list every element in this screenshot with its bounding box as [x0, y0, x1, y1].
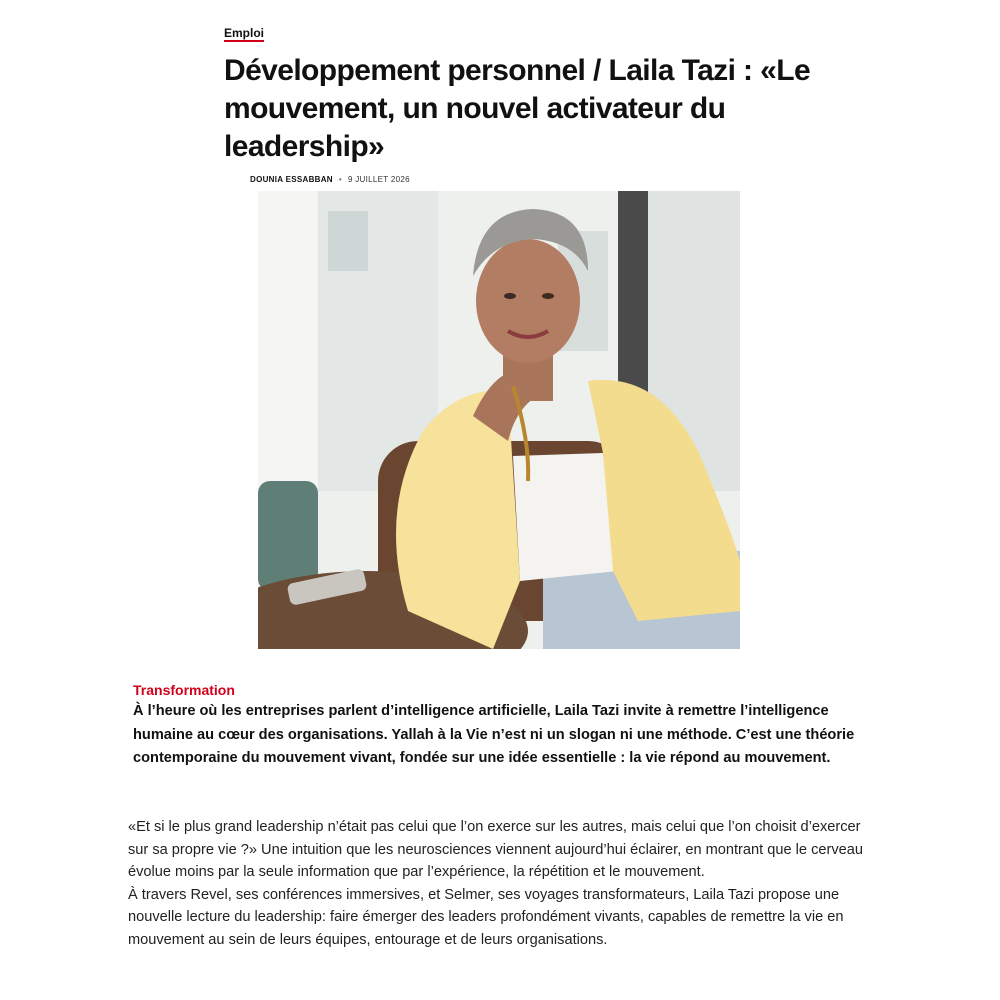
- lead-paragraph: À l’heure où les entreprises parlent d’intelligence artificielle, Laila Tazi invite à remettre l’intelligence humaine au cœur des organisations. Yallah à la Vie n’est ni un slogan ni une méthode. C’est une théorie contemporaine du mouvement vivant, fondée sur une idée essentielle : la vie répond au mouvement.: [133, 703, 855, 766]
- article-photo: [258, 191, 740, 649]
- article-lead: [133, 680, 883, 771]
- body-paragraph: «Et si le plus grand leadership n’était pas celui que l’on exerce sur les autres, mais celui que l’on choisit d’exercer sur sa propre vie ?» Une intuition que les neurosciences viennent aujourd’hui éclairer, en montrant que le cerveau évolue moins par la seule information que par l’expérience, la répétition et le mouvement.: [128, 819, 863, 881]
- publish-date: 9 JUILLET 2026: [347, 175, 410, 184]
- article-body: [128, 816, 868, 952]
- body-paragraph: À travers Revel, ses conférences immersives, et Selmer, ses voyages transformateurs, Laila Tazi propose une nouvelle lecture du leadership: faire émerger des leaders profondément vivants, capables de remettre la vie en mouvement au sein de leurs équipes, entourage et de leurs organisations.: [128, 886, 844, 948]
- article-byline: [250, 175, 410, 184]
- article-category[interactable]: Emploi: [224, 26, 265, 40]
- author-name[interactable]: DOUNIA ESSABBAN: [250, 175, 333, 184]
- section-label: Transformation: [133, 682, 235, 698]
- bottom-fade: [0, 975, 1000, 1000]
- byline-separator: •: [338, 175, 342, 184]
- article-title: Développement personnel / Laila Tazi : «Le mouvement, un nouvel activateur du leadership»: [224, 54, 811, 163]
